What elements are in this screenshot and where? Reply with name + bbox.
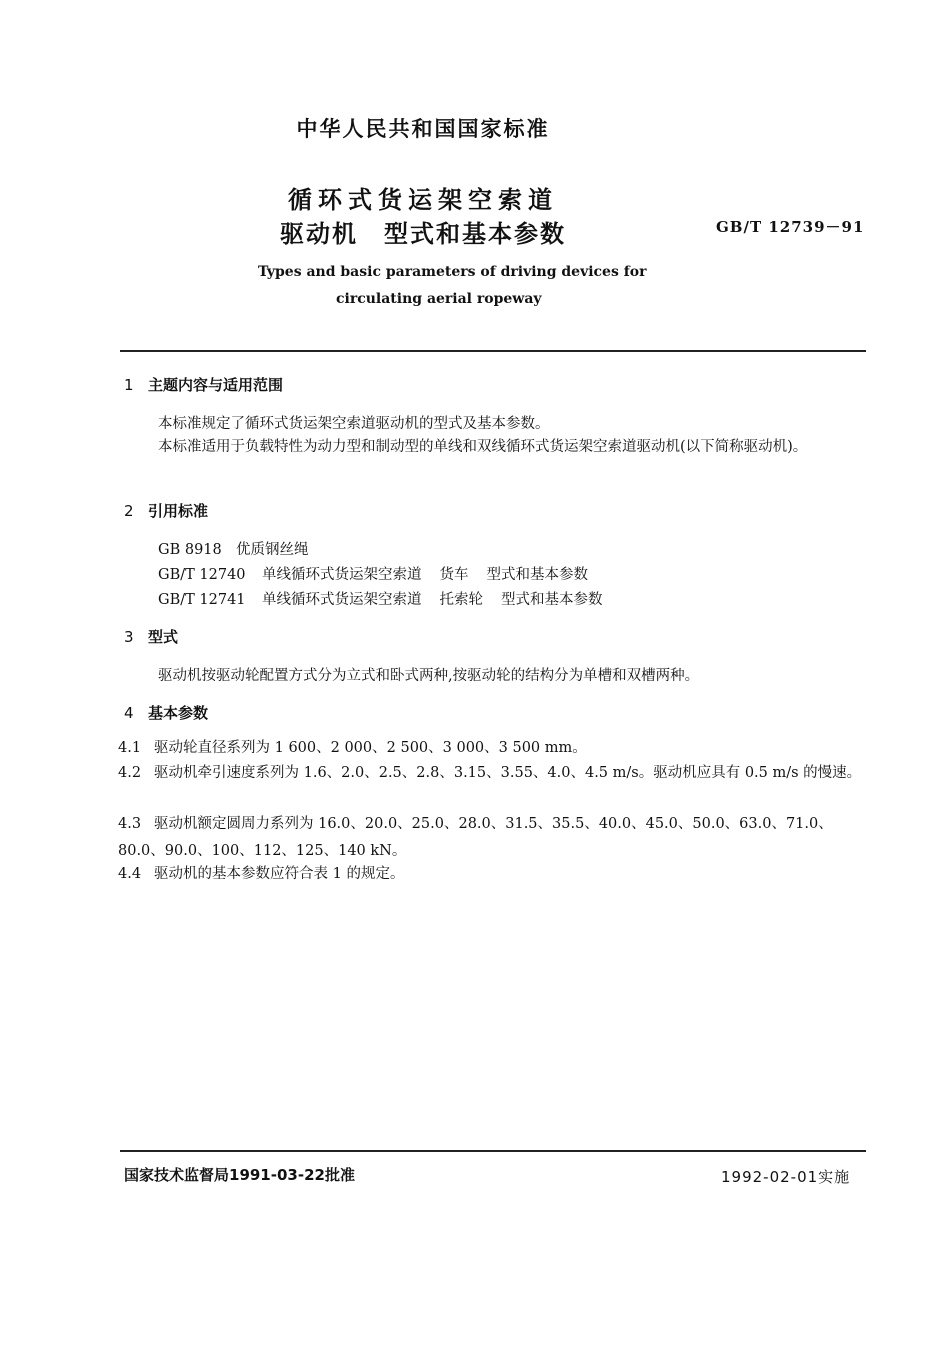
clause-number: 4.3 bbox=[118, 816, 142, 832]
clause-4-3 bbox=[118, 811, 868, 865]
reference-item bbox=[158, 588, 603, 609]
clause-text: 驱动机的基本参数应符合表 1 的规定。 bbox=[154, 866, 405, 882]
clause-text: 驱动机额定圆周力系列为 16.0、20.0、25.0、28.0、31.5、35.5、40.0、45.0、50.0、63.0、71.0、80.0、90.0、100、112、125、140 kN。 bbox=[118, 816, 833, 859]
clause-text: 驱动轮直径系列为 1 600、2 000、2 500、3 000、3 500 mm。 bbox=[154, 740, 587, 756]
clause-4-4 bbox=[118, 861, 868, 888]
footer-divider bbox=[120, 1150, 866, 1152]
clause-4-1 bbox=[118, 735, 868, 762]
issuing-authority-title: 中华人民共和国国家标准 bbox=[296, 117, 550, 141]
document-title-line2: 驱动机 型式和基本参数 bbox=[280, 220, 566, 248]
reference-title: 优质钢丝绳 bbox=[236, 542, 309, 558]
reference-subject: 货车 bbox=[439, 567, 469, 583]
section-title: 引用标准 bbox=[148, 502, 209, 520]
reference-code: GB/T 12740 bbox=[158, 567, 246, 583]
clause-4-2 bbox=[118, 760, 868, 787]
section-3-heading bbox=[124, 626, 178, 647]
reference-item bbox=[158, 563, 588, 584]
section-title: 基本参数 bbox=[148, 704, 209, 722]
reference-subject: 托索轮 bbox=[439, 592, 483, 608]
standard-number: GB/T 12739－91 bbox=[716, 218, 865, 236]
section-2-heading bbox=[124, 500, 208, 521]
effective-date: 1992-02-01实施 bbox=[721, 1168, 851, 1186]
english-title-line1: Types and basic parameters of driving devices for bbox=[258, 264, 647, 280]
header-divider bbox=[120, 350, 866, 352]
reference-item bbox=[158, 538, 309, 559]
english-title-line2: circulating aerial ropeway bbox=[336, 291, 542, 307]
clause-text: 驱动机牵引速度系列为 1.6、2.0、2.5、2.8、3.15、3.55、4.0、4.5 m/s。驱动机应具有 0.5 m/s 的慢速。 bbox=[154, 765, 862, 781]
clause-number: 4.1 bbox=[118, 740, 142, 756]
section-1-paragraph-2: 本标准适用于负载特性为动力型和制动型的单线和双线循环式货运架空索道驱动机(以下简称驱动机)。 bbox=[158, 439, 808, 455]
reference-title: 单线循环式货运架空索道 bbox=[262, 592, 422, 608]
clause-number: 4.2 bbox=[118, 765, 142, 781]
section-title: 主题内容与适用范围 bbox=[148, 376, 284, 394]
reference-topic: 型式和基本参数 bbox=[486, 567, 588, 583]
approval-date: 国家技术监督局1991-03-22批准 bbox=[124, 1166, 355, 1184]
section-3-paragraph: 驱动机按驱动轮配置方式分为立式和卧式两种,按驱动轮的结构分为单槽和双槽两种。 bbox=[158, 668, 700, 684]
section-number: 1 bbox=[124, 376, 134, 394]
section-4-heading bbox=[124, 702, 208, 723]
section-number: 4 bbox=[124, 704, 134, 722]
reference-code: GB/T 12741 bbox=[158, 592, 246, 608]
clause-number: 4.4 bbox=[118, 866, 142, 882]
section-1-paragraph-1: 本标准规定了循环式货运架空索道驱动机的型式及基本参数。 bbox=[158, 416, 550, 432]
reference-topic: 型式和基本参数 bbox=[501, 592, 603, 608]
document-title-line1: 循环式货运架空索道 bbox=[288, 186, 558, 214]
section-title: 型式 bbox=[148, 628, 179, 646]
reference-code: GB 8918 bbox=[158, 542, 222, 558]
reference-title: 单线循环式货运架空索道 bbox=[262, 567, 422, 583]
section-number: 2 bbox=[124, 502, 134, 520]
section-number: 3 bbox=[124, 628, 134, 646]
section-1-heading bbox=[124, 374, 283, 395]
